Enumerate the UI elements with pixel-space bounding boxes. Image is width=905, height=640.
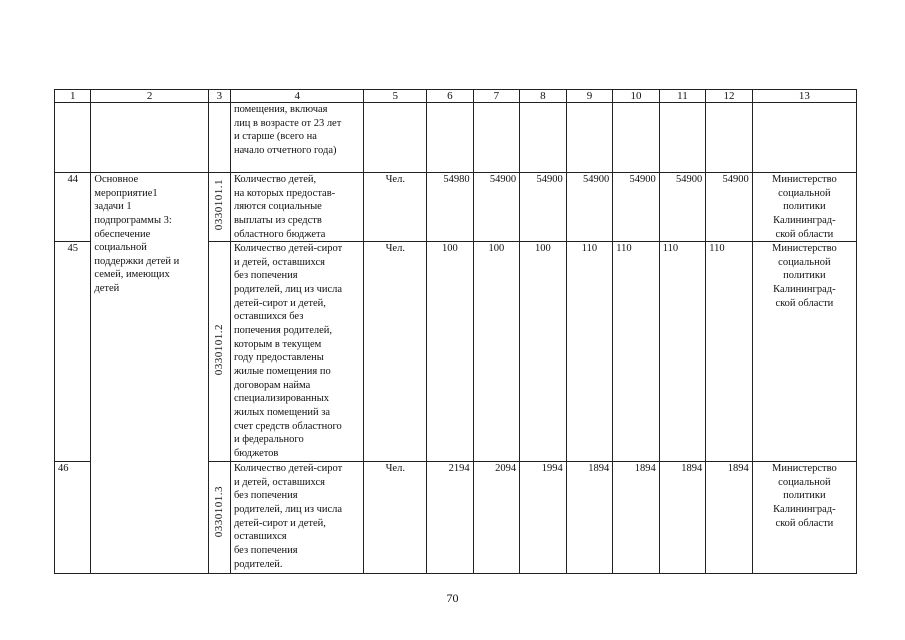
row-number: 46 [55,462,91,574]
value-cell: 1994 [520,462,567,574]
value-cell: 100 [427,242,474,462]
value-cell: 54900 [706,173,753,242]
col-header-1: 1 [55,90,91,103]
col-header-8: 8 [520,90,567,103]
value-cell: 110 [566,242,613,462]
header-row [55,90,857,103]
indicators-table [54,89,857,574]
value-cell: 1894 [566,462,613,574]
col-header-9: 9 [566,90,613,103]
col-header-2: 2 [91,90,208,103]
indicator-cell: помещения, включая лиц в возрасте от 23 лет и старше (всего на начало отчетного года) [230,103,363,173]
ministry-cell: Министерство социальной политики Калининград- ской области [752,242,856,462]
unit-cell: Чел. [364,242,427,462]
row-number: 44 [55,173,91,242]
col-header-12: 12 [706,90,753,103]
col-header-3: 3 [208,90,230,103]
value-cell: 2094 [473,462,520,574]
row-number: 45 [55,242,91,462]
col-header-6: 6 [427,90,474,103]
value-cell: 110 [659,242,706,462]
value-cell: 1894 [706,462,753,574]
page-number: 70 [446,591,459,605]
unit-cell: Чел. [364,173,427,242]
event-description: Основное мероприятие1 задачи 1 подпрограммы 3: обеспечение социальной поддержки детей и семей, имеющих детей [91,173,208,574]
unit-cell: Чел. [364,462,427,574]
indicator-cell: Количество детей-сирот и детей, оставшихся без попечения родителей, лиц из числа детей-сирот и детей, оставшихся без попечения родителей, которым в текущем году предоставлены жилые помещения по договорам найма специализированных жилых помещений за счет средств областного и федерального бюджетов [230,242,363,462]
value-cell: 54900 [613,173,660,242]
code-cell [208,242,230,462]
col-header-4: 4 [230,90,363,103]
value-cell: 1894 [613,462,660,574]
col-header-7: 7 [473,90,520,103]
col-header-10: 10 [613,90,660,103]
value-cell: 100 [473,242,520,462]
ministry-cell: Министерство социальной политики Калининград- ской области [752,173,856,242]
col-header-13: 13 [752,90,856,103]
code-cell [208,462,230,574]
table-row [55,173,857,242]
value-cell: 110 [706,242,753,462]
value-cell: 54980 [427,173,474,242]
value-cell: 110 [613,242,660,462]
value-cell: 54900 [520,173,567,242]
value-cell: 1894 [659,462,706,574]
col-header-5: 5 [364,90,427,103]
code-text: 0330101.2 [213,324,226,376]
value-cell: 54900 [473,173,520,242]
code-cell [208,173,230,242]
code-text: 0330101.1 [213,179,226,231]
value-cell: 54900 [659,173,706,242]
continuation-row [55,103,857,173]
value-cell: 100 [520,242,567,462]
indicator-cell: Количество детей-сирот и детей, оставшихся без попечения родителей, лиц из числа детей-сирот и детей, оставшихся без попечения родителей. [230,462,363,574]
code-text: 0330101.3 [213,486,226,538]
ministry-cell: Министерство социальной политики Калининград- ской области [752,462,856,574]
value-cell: 2194 [427,462,474,574]
col-header-11: 11 [659,90,706,103]
value-cell: 54900 [566,173,613,242]
indicator-cell: Количество детей, на которых предостав- ляются социальные выплаты из средств областного бюджета [230,173,363,242]
